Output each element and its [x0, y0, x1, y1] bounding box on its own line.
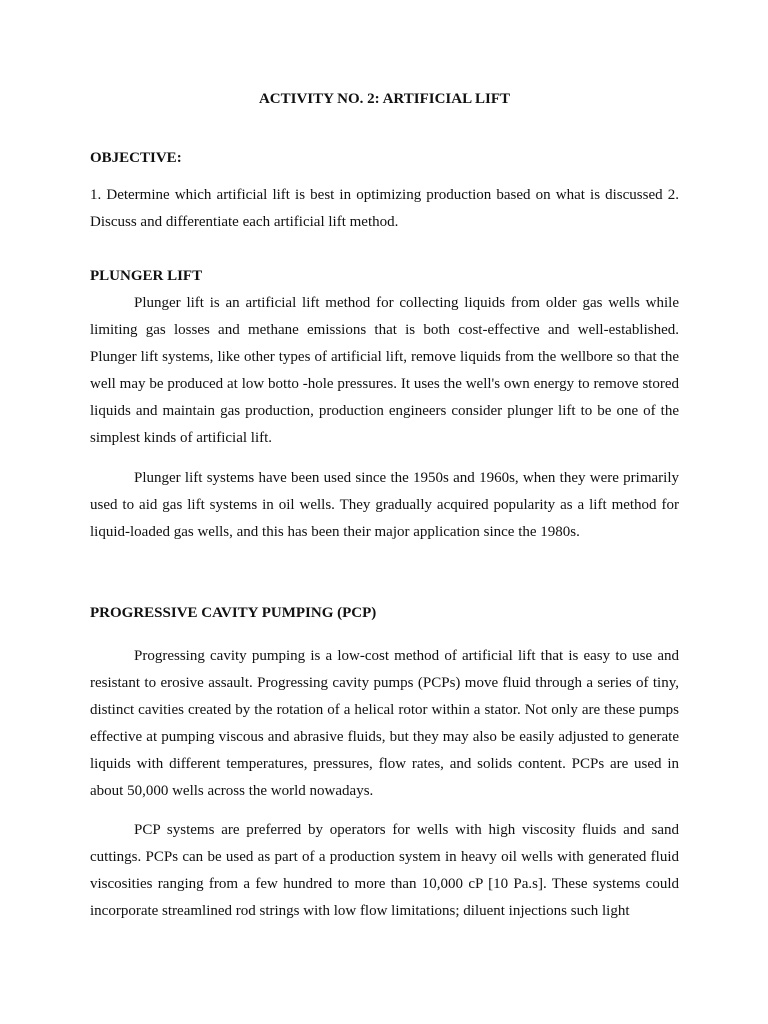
plunger-lift-heading: PLUNGER LIFT [90, 268, 203, 284]
pcp-paragraph: Progressing cavity pumping is a low-cost method of artificial lift that is easy to use and resistant to erosive assault. Progressing cavity pumps (PCPs) move fluid through a series of tiny, distinct cavities created by the rotation of a helical rotor within a stator. Not only are these pumps effective at pumping viscous and abrasive fluids, but they may also be easily adjusted to generate liquids with different temperatures, pressures, flow rates, and solids content. PCPs are used in about 50,000 wells across the world nowadays. [90, 648, 679, 799]
document-title: ACTIVITY NO. 2: ARTIFICIAL LIFT [258, 91, 511, 107]
objective-text: 1. Determine which artificial lift is best in optimizing production based on what is discussed 2. Discuss and differentiate each artificial lift method. [90, 187, 679, 230]
plunger-lift-paragraph: Plunger lift systems have been used since the 1950s and 1960s, when they were primarily used to aid gas lift systems in oil wells. They gradually acquired popularity as a lift method for liquid-loaded gas wells, and this has been their major application since the 1980s. [90, 470, 679, 540]
pcp-heading: PROGRESSIVE CAVITY PUMPING (PCP) [90, 605, 377, 621]
objective-heading: OBJECTIVE: [90, 150, 182, 166]
pcp-paragraph: PCP systems are preferred by operators for wells with high viscosity fluids and sand cuttings. PCPs can be used as part of a production system in heavy oil wells with generated fluid viscosities ranging from a few hundred to more than 10,000 cP [10 Pa.s]. These systems could incorporate streamlined rod strings with low flow limitations; diluent injections such light [90, 822, 679, 919]
plunger-lift-paragraph: Plunger lift is an artificial lift method for collecting liquids from older gas wells while limiting gas losses and methane emissions that is both cost-effective and well-established. Plunger lift systems, like other types of artificial lift, remove liquids from the wellbore so that the well may be produced at low botto -hole pressures. It uses the well's own energy to remove stored liquids and maintain gas production, production engineers consider plunger lift to be one of the simplest kinds of artificial lift. [90, 295, 679, 446]
